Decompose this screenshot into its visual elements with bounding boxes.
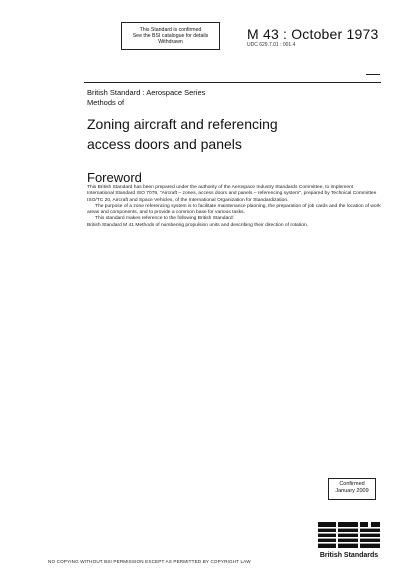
confirmed-stamp (328, 478, 376, 500)
foreword-body (87, 185, 381, 229)
bsi-logo (316, 520, 382, 560)
notice-line-2: See the BSI catalogue for details (132, 33, 209, 40)
confirmation-notice-box (121, 22, 220, 50)
notice-line-3: Withdrawn (158, 39, 183, 46)
methods-of-label: Methods of (87, 98, 125, 107)
copyright-footer: NO COPYING WITHOUT BSI PERMISSION EXCEPT AS PERMITTED BY COPYRIGHT LAW (48, 559, 251, 564)
bsi-logo-label: British Standards (319, 552, 379, 559)
foreword-paragraph-1: This British Standard has been prepared under the authority of the Aerospace Industry Standards Committee, to implement International Standard ISO 7079, "Aircraft – zones, access doors and panels – referencing system", prepared by Technical Committee ISO/TC 20, Aircraft and Space Vehicles, of the International Organization for Standardization. (87, 185, 377, 203)
udc-code: UDC 629.7.01 : 001.4 (247, 42, 296, 48)
document-title (87, 114, 278, 154)
bsi-logo-icon (316, 520, 382, 560)
foreword-heading: Foreword (87, 170, 142, 185)
confirmed-date: January 2009 (335, 488, 369, 494)
title-line-1: Zoning aircraft and referencing (87, 116, 278, 132)
header-divider (84, 82, 381, 83)
foreword-paragraph-4: British Standard M 41 Methods of numbering propulsion units and describing their direction of rotation. (87, 222, 309, 228)
title-line-2: access doors and panels (87, 136, 242, 152)
series-label: British Standard : Aerospace Series (87, 88, 206, 97)
standard-number: M 43 : October 1973 (247, 26, 379, 42)
divider-short (366, 74, 380, 75)
foreword-paragraph-3: This standard makes reference to the following British Standard: (95, 216, 234, 222)
foreword-paragraph-2: The purpose of a zone referencing system is to facilitate maintenance planning, the preparation of job cards and the location of work areas and components, and to provide a common base for various tasks. (87, 203, 381, 216)
notice-line-1: This Standard is confirmed (139, 27, 202, 33)
confirmed-label: Confirmed (339, 481, 365, 487)
